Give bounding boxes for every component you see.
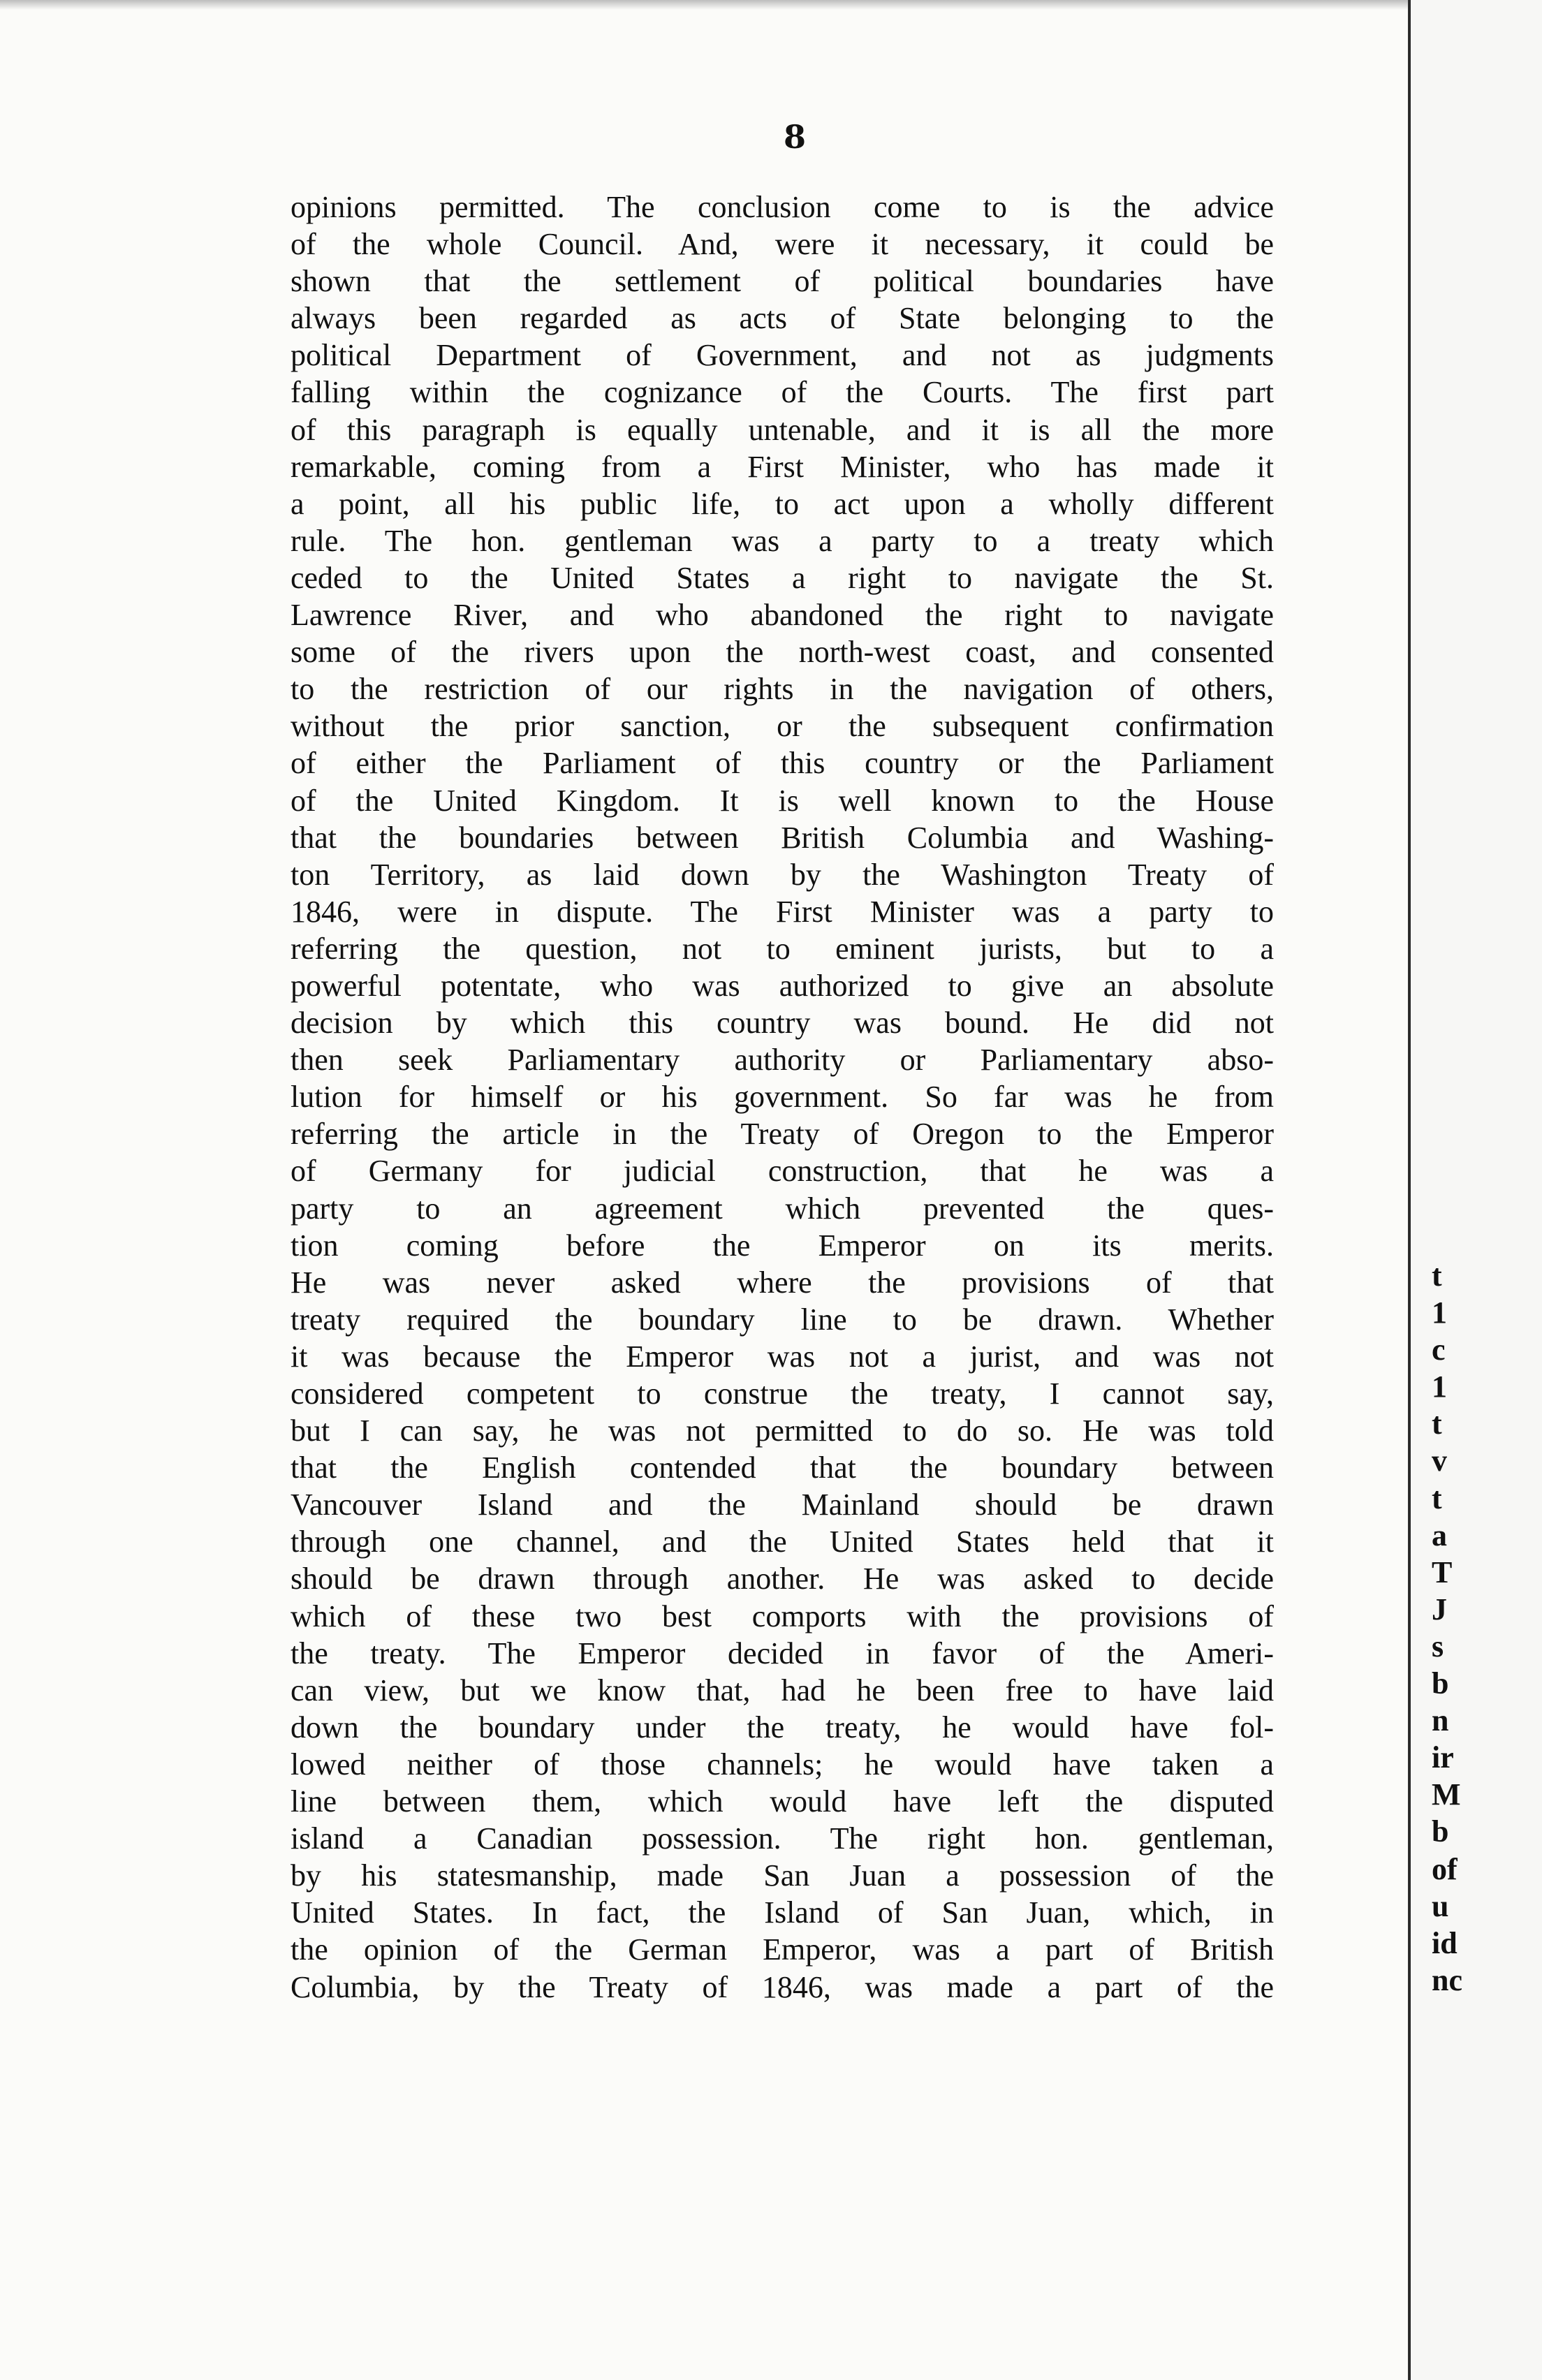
- text-line: rule. The hon. gentleman was a party to a treaty which: [291, 523, 1274, 558]
- text-line: falling within the cognizance of the Courts. The first part: [291, 375, 1274, 410]
- text-line: of the whole Council. And, were it necessary, it could be: [291, 227, 1274, 262]
- text-line: of either the Parliament of this country or the Parliament: [291, 746, 1274, 781]
- text-line: referring the question, not to eminent jurists, but to a: [291, 931, 1274, 966]
- page-number: 8: [783, 118, 806, 156]
- body-text: [291, 189, 1274, 2006]
- adjacent-fragment: nc: [1432, 1962, 1462, 1997]
- adjacent-page-fragments: [1432, 1257, 1536, 1999]
- text-line: to the restriction of our rights in the navigation of others,: [291, 672, 1274, 707]
- text-line: considered competent to construe the treaty, I cannot say,: [291, 1376, 1274, 1411]
- text-line: without the prior sanction, or the subsequent confirmation: [291, 709, 1274, 744]
- adjacent-fragment: ir: [1432, 1740, 1454, 1775]
- text-line: Vancouver Island and the Mainland should be drawn: [291, 1488, 1274, 1522]
- text-line: then seek Parliamentary authority or Parliamentary abso-: [291, 1043, 1274, 1078]
- adjacent-fragment: t: [1432, 1406, 1442, 1441]
- text-line: that the boundaries between British Columbia and Washing-: [291, 820, 1274, 855]
- text-line: but I can say, he was not permitted to do so. He was told: [291, 1413, 1274, 1448]
- text-line: it was because the Emperor was not a jurist, and was not: [291, 1339, 1274, 1374]
- adjacent-fragment: a: [1432, 1518, 1447, 1552]
- text-line: tion coming before the Emperor on its merits.: [291, 1228, 1274, 1263]
- text-line: remarkable, coming from a First Minister, who has made it: [291, 449, 1274, 484]
- adjacent-fragment: M: [1432, 1777, 1461, 1812]
- text-line: decision by which this country was bound. He did not: [291, 1006, 1274, 1041]
- text-line: ceded to the United States a right to navigate the St.: [291, 560, 1274, 595]
- adjacent-fragment: id: [1432, 1925, 1457, 1960]
- adjacent-fragment: s: [1432, 1629, 1444, 1663]
- adjacent-fragment: b: [1432, 1814, 1449, 1849]
- adjacent-fragment: 1: [1432, 1369, 1447, 1404]
- text-line: shown that the settlement of political boundaries have: [291, 264, 1274, 299]
- adjacent-fragment: c: [1432, 1332, 1446, 1367]
- adjacent-page-strip: [1411, 0, 1542, 2380]
- top-edge-shadow: [0, 0, 1408, 10]
- text-line: some of the rivers upon the north-west coast, and consented: [291, 635, 1274, 670]
- adjacent-fragment: b: [1432, 1666, 1449, 1701]
- adjacent-fragment: of: [1432, 1851, 1457, 1886]
- text-line: by his statesmanship, made San Juan a possession of the: [291, 1858, 1274, 1893]
- adjacent-fragment: 1: [1432, 1295, 1447, 1330]
- adjacent-fragment: T: [1432, 1555, 1453, 1589]
- text-line: of the United Kingdom. It is well known to the House: [291, 783, 1274, 818]
- text-line: treaty required the boundary line to be drawn. Whether: [291, 1302, 1274, 1337]
- text-line: He was never asked where the provisions of that: [291, 1265, 1274, 1300]
- text-line: 1846, were in dispute. The First Minister was a party to: [291, 894, 1274, 929]
- text-line: of this paragraph is equally untenable, and it is all the more: [291, 412, 1274, 447]
- adjacent-fragment: J: [1432, 1592, 1447, 1626]
- text-line: line between them, which would have left the disputed: [291, 1784, 1274, 1819]
- text-line: party to an agreement which prevented the ques-: [291, 1191, 1274, 1226]
- text-line: opinions permitted. The conclusion come to is the advice: [291, 190, 1274, 224]
- text-line: United States. In fact, the Island of San Juan, which, in: [291, 1895, 1274, 1930]
- text-line: island a Canadian possession. The right hon. gentleman,: [291, 1821, 1274, 1856]
- text-line: should be drawn through another. He was asked to decide: [291, 1562, 1274, 1596]
- text-line: the opinion of the German Emperor, was a part of British: [291, 1932, 1274, 1967]
- text-line: powerful potentate, who was authorized to give an absolute: [291, 968, 1274, 1003]
- text-line: which of these two best comports with the provisions of: [291, 1599, 1274, 1633]
- text-line: Lawrence River, and who abandoned the right to navigate: [291, 598, 1274, 633]
- text-line: that the English contended that the boundary between: [291, 1450, 1274, 1485]
- text-line: can view, but we know that, had he been free to have laid: [291, 1673, 1274, 1707]
- text-line: lution for himself or his government. So far was he from: [291, 1080, 1274, 1115]
- text-line: the treaty. The Emperor decided in favor of the Ameri-: [291, 1636, 1274, 1670]
- text-line: of Germany for judicial construction, that he was a: [291, 1154, 1274, 1189]
- text-line: a point, all his public life, to act upon a wholly different: [291, 486, 1274, 521]
- adjacent-fragment: u: [1432, 1888, 1449, 1923]
- text-line: political Department of Government, and not as judgments: [291, 338, 1274, 373]
- text-line: down the boundary under the treaty, he would have fol-: [291, 1710, 1274, 1744]
- adjacent-fragment: v: [1432, 1444, 1447, 1478]
- text-line: always been regarded as acts of State belonging to the: [291, 301, 1274, 336]
- adjacent-fragment: t: [1432, 1481, 1442, 1515]
- text-line: referring the article in the Treaty of Oregon to the Emperor: [291, 1117, 1274, 1152]
- text-line: Columbia, by the Treaty of 1846, was made a part of the: [291, 1969, 1274, 2004]
- text-line: lowed neither of those channels; he would have taken a: [291, 1747, 1274, 1782]
- text-line: through one channel, and the United States held that it: [291, 1525, 1274, 1559]
- adjacent-fragment: t: [1432, 1258, 1442, 1293]
- text-line: ton Territory, as laid down by the Washington Treaty of: [291, 857, 1274, 892]
- adjacent-fragment: n: [1432, 1703, 1449, 1738]
